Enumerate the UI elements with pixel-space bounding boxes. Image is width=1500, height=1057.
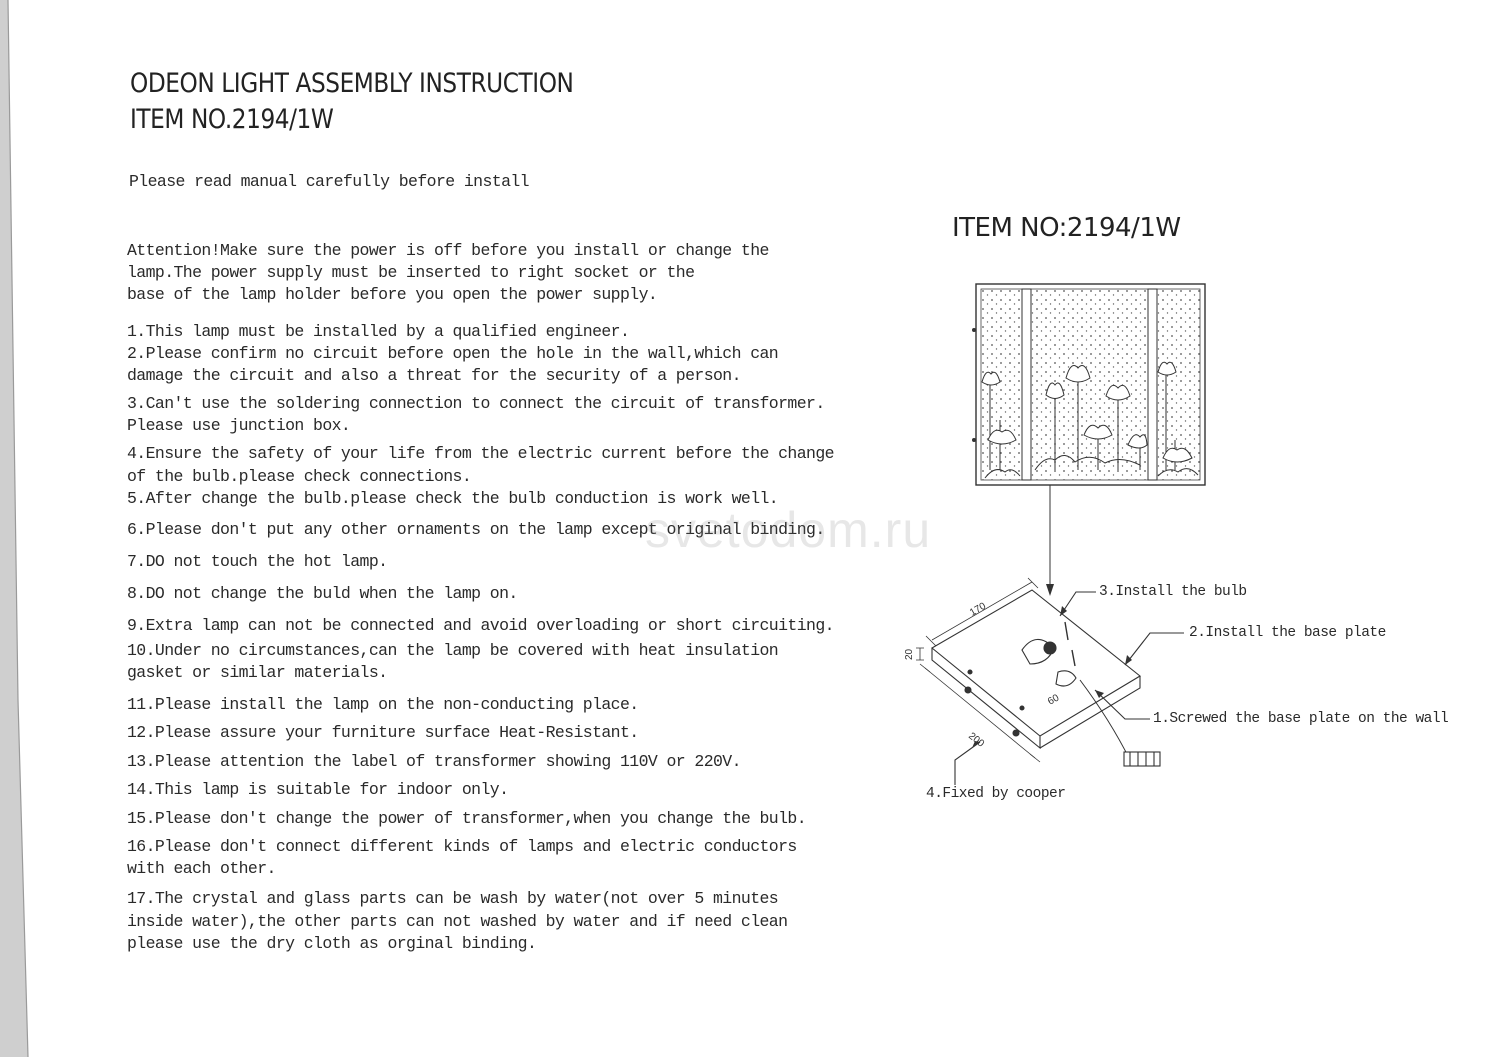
instruction-line: 9.Extra lamp can not be connected and avoid overloading or short circuiting.: [127, 616, 834, 635]
watermark: svetodom.ru: [645, 502, 932, 558]
instruction-line: Please use junction box.: [127, 416, 351, 435]
instruction-line: 15.Please don't change the power of transformer,when you change the bulb.: [127, 809, 807, 828]
instruction-line: 12.Please assure your furniture surface Heat-Resistant.: [127, 723, 639, 742]
dimension-width: 200: [966, 730, 987, 750]
instruction-line: 1.This lamp must be installed by a qualified engineer.: [127, 322, 630, 341]
document-title: ODEON LIGHT ASSEMBLY INSTRUCTION: [130, 68, 574, 99]
instruction-line: 7.DO not touch the hot lamp.: [127, 552, 388, 571]
callout-install-base-plate: 2.Install the base plate: [1189, 625, 1386, 641]
instruction-line: 5.After change the bulb.please check the bulb conduction is work well.: [127, 489, 779, 508]
attention-line: base of the lamp holder before you open the power supply.: [127, 285, 658, 304]
instruction-line: 8.DO not change the buld when the lamp on.: [127, 584, 518, 603]
instruction-line: of the bulb.please check connections.: [127, 467, 472, 486]
callout-screw-base-plate: 1.Screwed the base plate on the wall: [1153, 711, 1449, 727]
instruction-line: 16.Please don't connect different kinds of lamps and electric conductors: [127, 837, 797, 856]
instruction-line: 14.This lamp is suitable for indoor only.: [127, 780, 509, 799]
instruction-line: gasket or similar materials.: [127, 663, 388, 682]
instruction-line: please use the dry cloth as orginal binding.: [127, 934, 537, 953]
instruction-line: with each other.: [127, 859, 276, 878]
callout-install-bulb: 3.Install the bulb: [1099, 584, 1247, 600]
instruction-line: 13.Please attention the label of transformer showing 110V or 220V.: [127, 752, 741, 771]
instruction-line: 10.Under no circumstances,can the lamp be covered with heat insulation: [127, 641, 779, 660]
instruction-line: 11.Please install the lamp on the non-conducting place.: [127, 695, 639, 714]
read-manual-note: Please read manual carefully before install: [129, 172, 529, 191]
instruction-line: 2.Please confirm no circuit before open the hole in the wall,which can: [127, 344, 779, 363]
instruction-line: damage the circuit and also a threat for the security of a person.: [127, 366, 741, 385]
dimension-length: 170: [968, 600, 988, 619]
item-number: ITEM NO.2194/1W: [130, 104, 334, 135]
attention-line: Attention!Make sure the power is off before you install or change the: [127, 241, 769, 260]
instruction-line: 6.Please don't put any other ornaments on the lamp except original binding.: [127, 520, 825, 539]
dimension-hole: 60: [1046, 692, 1062, 708]
diagram-item-number: ITEM NO:2194/1W: [952, 213, 1181, 243]
dimension-height: 20: [904, 648, 915, 660]
instruction-line: 3.Can't use the soldering connection to connect the circuit of transformer.: [127, 394, 825, 413]
callout-fixed-by-cooper: 4.Fixed by cooper: [926, 786, 1066, 802]
instruction-line: inside water),the other parts can not washed by water and if need clean: [127, 912, 788, 931]
attention-line: lamp.The power supply must be inserted to right socket or the: [127, 263, 695, 282]
instruction-line: 4.Ensure the safety of your life from the electric current before the change: [127, 444, 834, 463]
instruction-line: 17.The crystal and glass parts can be wash by water(not over 5 minutes: [127, 889, 779, 908]
